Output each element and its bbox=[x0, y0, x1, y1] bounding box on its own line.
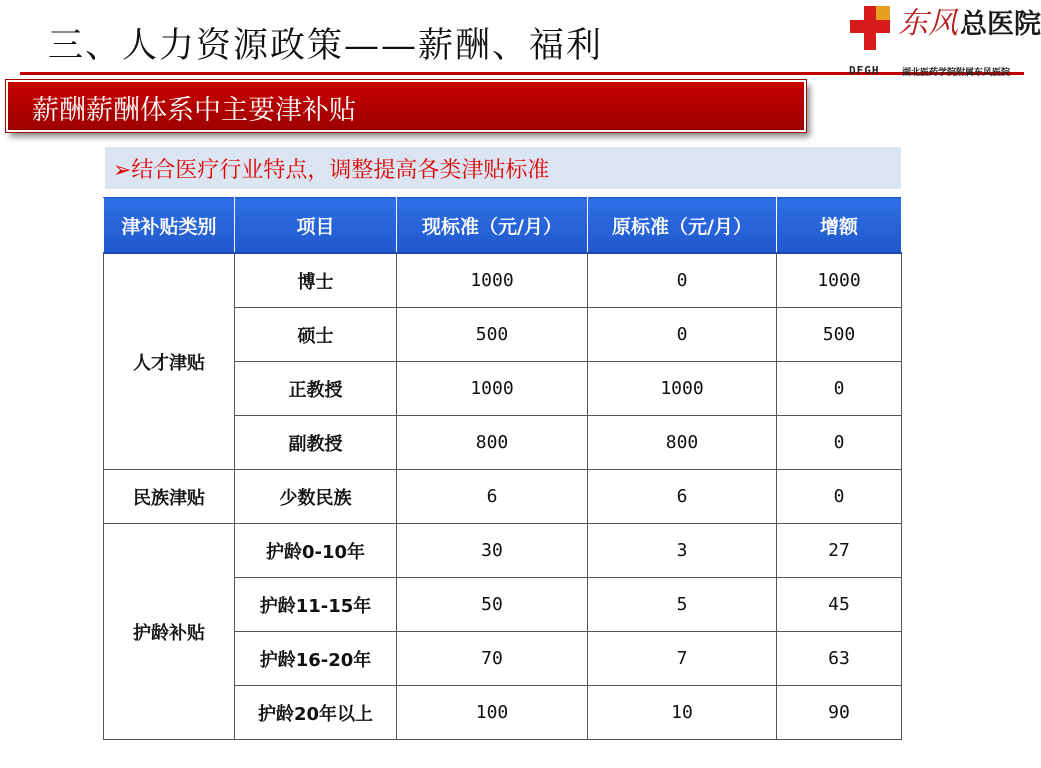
item-cell: 正教授 bbox=[235, 362, 397, 416]
header-item: 项目 bbox=[235, 198, 397, 254]
logo-subtitle: 湖北医药学院附属东风医院 bbox=[902, 68, 1011, 78]
increase-cell: 45 bbox=[777, 578, 902, 632]
section-banner bbox=[6, 80, 806, 132]
category-cell: 民族津贴 bbox=[104, 470, 235, 524]
original-cell: 0 bbox=[588, 308, 777, 362]
original-cell: 0 bbox=[588, 253, 777, 308]
current-cell: 500 bbox=[397, 308, 588, 362]
item-cell: 博士 bbox=[235, 253, 397, 308]
current-cell: 1000 bbox=[397, 253, 588, 308]
category-cell: 护龄补贴 bbox=[104, 524, 235, 740]
table-row bbox=[104, 524, 902, 578]
current-cell: 6 bbox=[397, 470, 588, 524]
item-cell: 副教授 bbox=[235, 416, 397, 470]
original-cell: 800 bbox=[588, 416, 777, 470]
original-cell: 10 bbox=[588, 686, 777, 740]
increase-cell: 500 bbox=[777, 308, 902, 362]
subheading-text: ➢结合医疗行业特点，调整提高各类津贴标准 bbox=[113, 158, 550, 183]
item-cell: 护龄11-15年 bbox=[235, 578, 397, 632]
section-banner-label: 薪酬薪酬体系中主要津补贴 bbox=[32, 95, 356, 126]
item-cell: 护龄16-20年 bbox=[235, 632, 397, 686]
current-cell: 800 bbox=[397, 416, 588, 470]
header-current-standard: 现标准（元/月） bbox=[397, 198, 588, 254]
logo-brand: 东风 bbox=[898, 6, 958, 41]
original-cell: 3 bbox=[588, 524, 777, 578]
increase-cell: 1000 bbox=[777, 253, 902, 308]
current-cell: 100 bbox=[397, 686, 588, 740]
table-row bbox=[104, 470, 902, 524]
original-cell: 5 bbox=[588, 578, 777, 632]
original-cell: 1000 bbox=[588, 362, 777, 416]
original-cell: 6 bbox=[588, 470, 777, 524]
current-cell: 50 bbox=[397, 578, 588, 632]
current-cell: 70 bbox=[397, 632, 588, 686]
allowance-table bbox=[103, 197, 902, 740]
header-original-standard: 原标准（元/月） bbox=[588, 198, 777, 254]
hospital-logo bbox=[846, 2, 1041, 82]
increase-cell: 0 bbox=[777, 416, 902, 470]
increase-cell: 27 bbox=[777, 524, 902, 578]
slide-title: 三、人力资源政策——薪酬、福利 bbox=[48, 26, 604, 66]
current-cell: 30 bbox=[397, 524, 588, 578]
header-category: 津补贴类别 bbox=[104, 198, 235, 254]
increase-cell: 0 bbox=[777, 362, 902, 416]
increase-cell: 90 bbox=[777, 686, 902, 740]
current-cell: 1000 bbox=[397, 362, 588, 416]
category-cell: 人才津贴 bbox=[104, 253, 235, 470]
header-increase: 增额 bbox=[777, 198, 902, 254]
logo-abbreviation: DFGH bbox=[849, 64, 880, 77]
original-cell: 7 bbox=[588, 632, 777, 686]
item-cell: 护龄0-10年 bbox=[235, 524, 397, 578]
subheading-bar bbox=[105, 147, 901, 189]
table-row bbox=[104, 253, 902, 308]
table-header-row bbox=[104, 198, 902, 254]
item-cell: 少数民族 bbox=[235, 470, 397, 524]
red-cross-icon bbox=[850, 6, 890, 50]
item-cell: 硕士 bbox=[235, 308, 397, 362]
increase-cell: 63 bbox=[777, 632, 902, 686]
logo-hospital-name: 总医院 bbox=[960, 9, 1041, 40]
increase-cell: 0 bbox=[777, 470, 902, 524]
item-cell: 护龄20年以上 bbox=[235, 686, 397, 740]
